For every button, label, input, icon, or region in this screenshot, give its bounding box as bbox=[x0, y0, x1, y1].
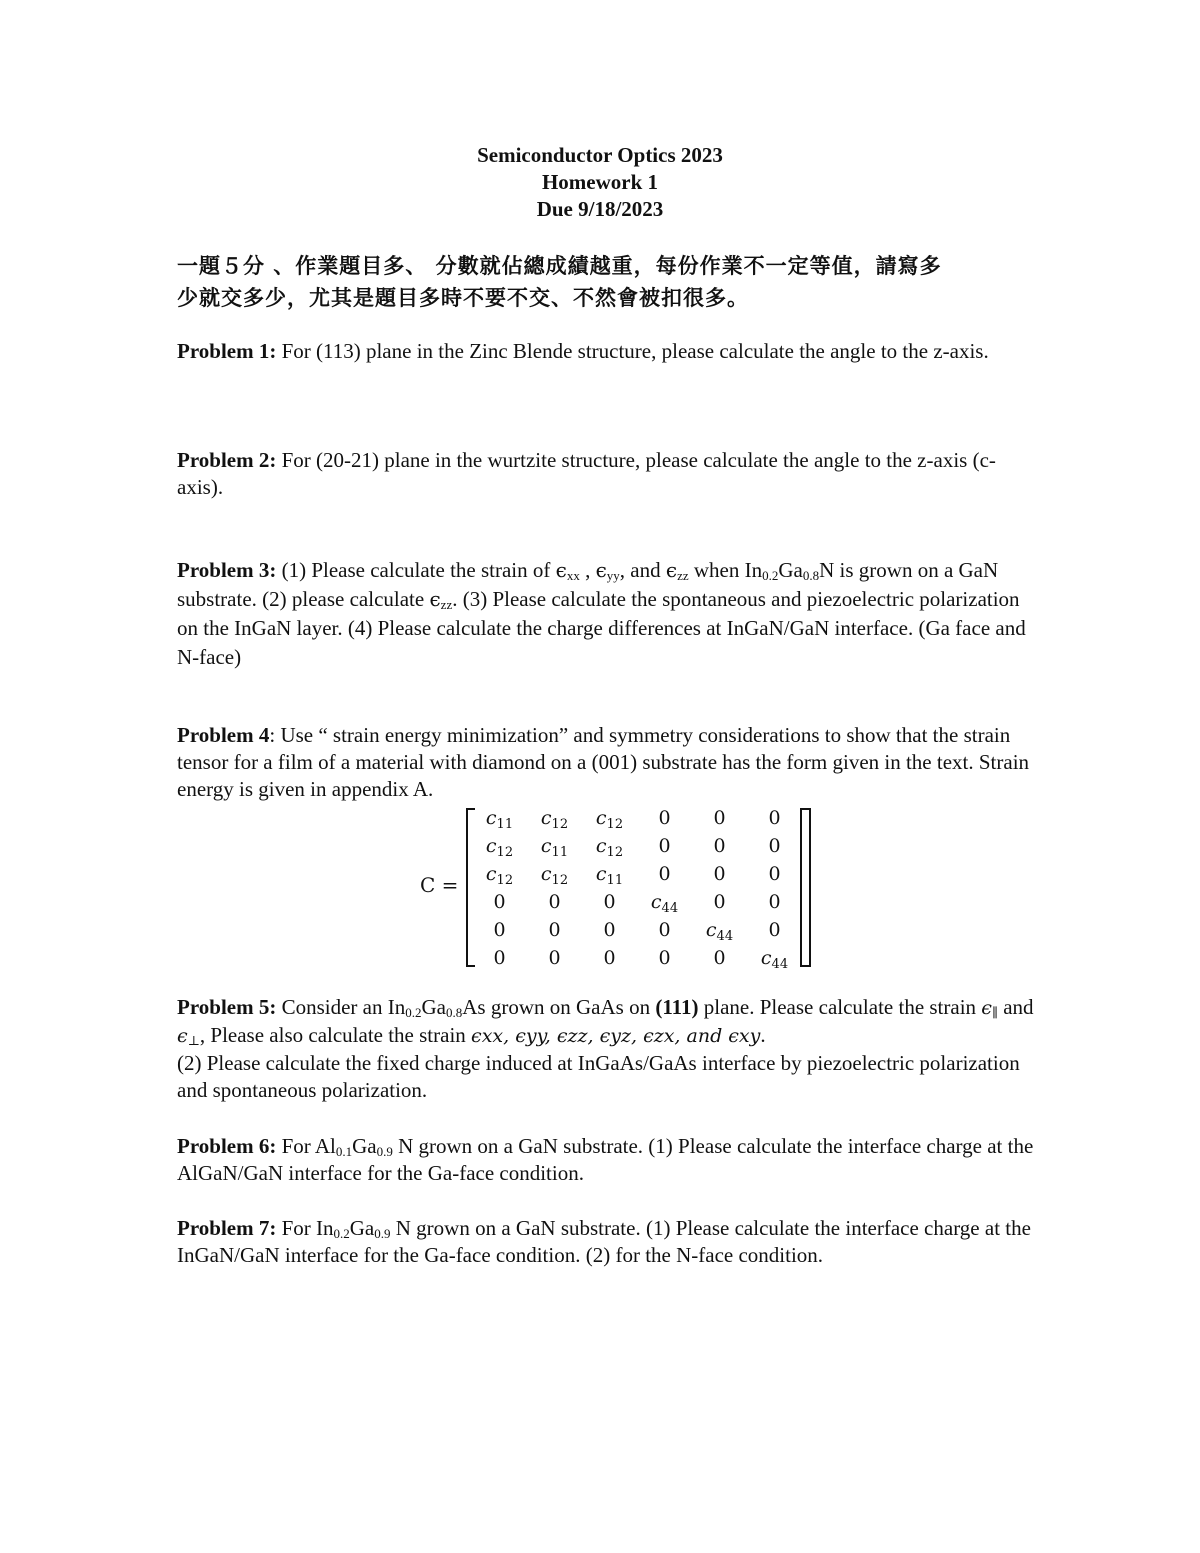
problem-5-text: Ga bbox=[421, 995, 446, 1019]
matrix-grid bbox=[472, 807, 802, 975]
matrix-cell: $c_{44}$ bbox=[705, 919, 734, 944]
problem-1 bbox=[177, 338, 1037, 365]
problem-3-text: N is grown on a GaN substrate. (2) please calculate bbox=[177, 558, 999, 611]
stiffness-matrix bbox=[420, 803, 800, 972]
problem-6-text: Ga bbox=[352, 1134, 377, 1158]
problem-3-text: , and bbox=[619, 558, 666, 582]
matrix-cell: 0 bbox=[768, 863, 781, 885]
problem-4-label: Problem 4 bbox=[177, 723, 270, 747]
matrix-cell: 0 bbox=[658, 835, 671, 857]
matrix-cell: $c_{12}$ bbox=[485, 835, 514, 860]
plane-index: (111) bbox=[655, 995, 699, 1019]
subscript-parallel: ∥ bbox=[991, 1005, 998, 1020]
epsilon-symbol: ϵ bbox=[595, 558, 607, 582]
problem-1-label: Problem 1: bbox=[177, 339, 277, 363]
subscript-zz: zz bbox=[440, 597, 453, 612]
problem-6-text: N grown on a GaN substrate. (1) Please calculate the interface charge at the AlGaN/GaN interface for the Ga-face condition. bbox=[177, 1134, 1034, 1185]
epsilon-symbol: ϵ bbox=[555, 558, 567, 582]
matrix-cell: $c_{44}$ bbox=[650, 891, 679, 916]
problem-3-text: (1) Please calculate the strain of bbox=[276, 558, 556, 582]
matrix-cell: 0 bbox=[658, 947, 671, 969]
problem-7 bbox=[177, 1215, 1037, 1269]
matrix-cell: $c_{11}$ bbox=[485, 807, 514, 832]
problem-6 bbox=[177, 1133, 1037, 1187]
epsilon-symbol: ϵ bbox=[429, 587, 441, 611]
document-header bbox=[0, 142, 1200, 223]
matrix-cell: $c_{11}$ bbox=[595, 863, 624, 888]
matrix-cell: $c_{44}$ bbox=[760, 947, 789, 972]
subscript-yy: yy bbox=[606, 568, 620, 583]
problem-3-text: , bbox=[579, 558, 596, 582]
problem-5 bbox=[177, 994, 1037, 1104]
problem-7-label: Problem 7: bbox=[177, 1216, 277, 1240]
matrix-cell: 0 bbox=[713, 891, 726, 913]
composition-subscript: 0.9 bbox=[376, 1144, 393, 1159]
matrix-cell: $c_{11}$ bbox=[540, 835, 569, 860]
matrix-cell: $c_{12}$ bbox=[595, 835, 624, 860]
matrix-cell: 0 bbox=[658, 807, 671, 829]
epsilon-symbol: ϵ bbox=[177, 1025, 188, 1047]
problem-2-label: Problem 2: bbox=[177, 448, 277, 472]
problem-3-text: Ga bbox=[778, 558, 803, 582]
problem-6-label: Problem 6: bbox=[177, 1134, 277, 1158]
subscript-xx: xx bbox=[566, 568, 580, 583]
problem-6-text: For Al bbox=[276, 1134, 336, 1158]
matrix-cell: 0 bbox=[768, 835, 781, 857]
matrix-cell: $c_{12}$ bbox=[595, 807, 624, 832]
subscript-perpendicular: ⊥ bbox=[187, 1033, 200, 1048]
strain-components: ϵxx, ϵyy, ϵzz, ϵyz, ϵzx, and ϵxy bbox=[471, 1025, 761, 1047]
matrix-lhs: C = bbox=[420, 873, 459, 897]
matrix-cell: 0 bbox=[713, 835, 726, 857]
composition-subscript: 0.8 bbox=[802, 568, 820, 583]
problem-5-text: . bbox=[760, 1023, 766, 1047]
problem-5-text: (2) Please calculate the fixed charge induced at InGaAs/GaAs interface by piezoelectric polarization and spontaneous polarization. bbox=[177, 1051, 1020, 1102]
matrix-cell: 0 bbox=[493, 947, 506, 969]
composition-subscript: 0.2 bbox=[762, 568, 779, 583]
matrix-cell: 0 bbox=[548, 947, 561, 969]
matrix-cell: $c_{12}$ bbox=[485, 863, 514, 888]
notice-line-2: 少就交多少，尤其是題目多時不要不交、不然會被扣很多。 bbox=[177, 286, 749, 310]
composition-subscript: 0.1 bbox=[335, 1144, 353, 1159]
matrix-cell: 0 bbox=[603, 919, 616, 941]
matrix-cell: 0 bbox=[548, 891, 561, 913]
problem-5-text: As grown on GaAs on bbox=[462, 995, 656, 1019]
matrix-cell: 0 bbox=[658, 919, 671, 941]
matrix-cell: 0 bbox=[713, 947, 726, 969]
problem-7-text: Ga bbox=[349, 1216, 375, 1240]
problem-3-text: when In bbox=[688, 558, 763, 582]
problem-5-text: , Please also calculate the strain bbox=[199, 1023, 472, 1047]
problem-5-text: Consider an In bbox=[276, 995, 406, 1019]
epsilon-symbol: ϵ bbox=[981, 997, 992, 1019]
problem-2-text: For (20-21) plane in the wurtzite structure, please calculate the angle to the z-axis (c-axis). bbox=[177, 448, 996, 499]
due-date: Due 9/18/2023 bbox=[536, 197, 664, 221]
matrix-cell: 0 bbox=[603, 947, 616, 969]
problem-4 bbox=[177, 722, 1037, 803]
matrix-cell: 0 bbox=[658, 863, 671, 885]
problem-1-text: For (113) plane in the Zinc Blende structure, please calculate the angle to the z-axis. bbox=[276, 339, 989, 363]
matrix-cell: 0 bbox=[493, 919, 506, 941]
matrix-cell: 0 bbox=[768, 919, 781, 941]
matrix-cell: 0 bbox=[768, 807, 781, 829]
notice-line-1: 一題５分 、作業題目多、 分數就佔總成績越重，每份作業不一定等值，請寫多 bbox=[177, 254, 942, 278]
matrix-cell: 0 bbox=[493, 891, 506, 913]
problem-3 bbox=[177, 556, 1037, 672]
problem-3-label: Problem 3: bbox=[177, 558, 277, 582]
problem-5-text: and bbox=[997, 995, 1034, 1019]
composition-subscript: 0.8 bbox=[446, 1005, 463, 1020]
problem-2 bbox=[177, 447, 1037, 501]
homework-title: Homework 1 bbox=[541, 170, 659, 194]
problem-7-text: For In bbox=[276, 1216, 334, 1240]
subscript-zz: zz bbox=[677, 568, 689, 583]
matrix-cell: 0 bbox=[768, 891, 781, 913]
problem-4-text: : Use “ strain energy minimization” and symmetry considerations to show that the strain tensor for a film of a material with diamond on a (001) substrate has the form given in the text. Strain energy is given in appendix A. bbox=[177, 723, 1030, 801]
course-title: Semiconductor Optics 2023 bbox=[477, 143, 723, 167]
composition-subscript: 0.2 bbox=[333, 1226, 350, 1241]
grading-notice bbox=[177, 250, 1027, 314]
matrix-cell: 0 bbox=[548, 919, 561, 941]
composition-subscript: 0.2 bbox=[405, 1005, 422, 1020]
matrix-cell: $c_{12}$ bbox=[540, 863, 569, 888]
matrix-cell: 0 bbox=[713, 807, 726, 829]
matrix-cell: $c_{12}$ bbox=[540, 807, 569, 832]
problem-5-text: plane. Please calculate the strain bbox=[698, 995, 982, 1019]
problem-5-label: Problem 5: bbox=[177, 995, 277, 1019]
composition-subscript: 0.9 bbox=[374, 1226, 391, 1241]
matrix-cell: 0 bbox=[713, 863, 726, 885]
matrix-right-bracket bbox=[800, 808, 811, 967]
epsilon-symbol: ϵ bbox=[665, 558, 678, 582]
matrix-cell: 0 bbox=[603, 891, 616, 913]
problem-7-text: N grown on a GaN substrate. (1) Please calculate the interface charge at the InGaN/GaN interface for the Ga-face condition. (2) for the N-face condition. bbox=[177, 1216, 1031, 1267]
problem-3-text: . (3) Please calculate the spontaneous and piezoelectric polarization on the InGaN layer. (4) Please calculate the charge differences at InGaN/GaN interface. (Ga face and N-face) bbox=[177, 587, 1026, 669]
